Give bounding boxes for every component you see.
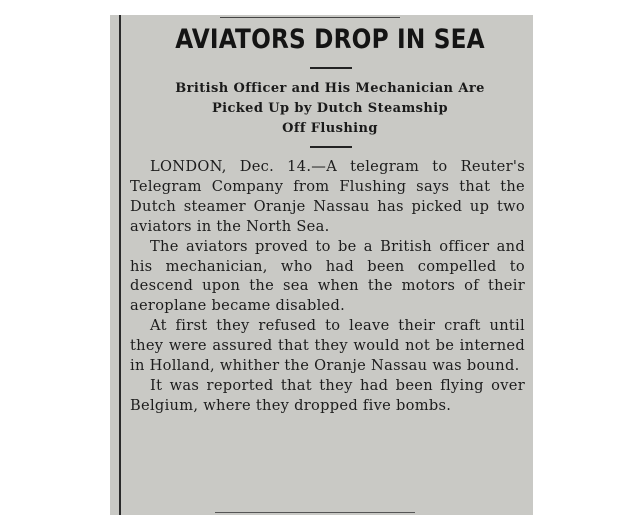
subheadline-line-2: Picked Up by Dutch Steamship — [211, 101, 449, 116]
headline: AVIATORS DROP IN SEA — [175, 24, 485, 55]
article-paragraph-1: LONDON, Dec. 14.—A telegram to Reuter's Telegram Company from Flushing says that the Dutch steamer Oranje Nassau has picked up two aviators in the North Sea. — [130, 158, 525, 235]
bottom-rule — [215, 512, 415, 513]
article-paragraph-2: The aviators proved to be a British officer and his mechanician, who had been compelled to descend upon the sea when the motors of their aeroplane became disabled. — [130, 237, 525, 315]
headline-divider — [310, 67, 352, 69]
subheadline-line-1: British Officer and His Mechanician Are — [175, 81, 485, 96]
subheadline-line-3: Off Flushing — [282, 121, 378, 136]
article-paragraph-3: At first they refused to leave their craft until they were assured that they would not be interned in Holland, whither the Oranje Nassau was bound. — [130, 317, 525, 375]
article-body — [130, 157, 525, 416]
subheadline-divider — [310, 146, 352, 148]
column-rule — [119, 15, 121, 515]
newspaper-clipping — [110, 15, 533, 515]
article-paragraph-4: It was reported that they had been flying over Belgium, where they dropped five bombs. — [130, 376, 525, 414]
top-rule — [220, 17, 400, 18]
